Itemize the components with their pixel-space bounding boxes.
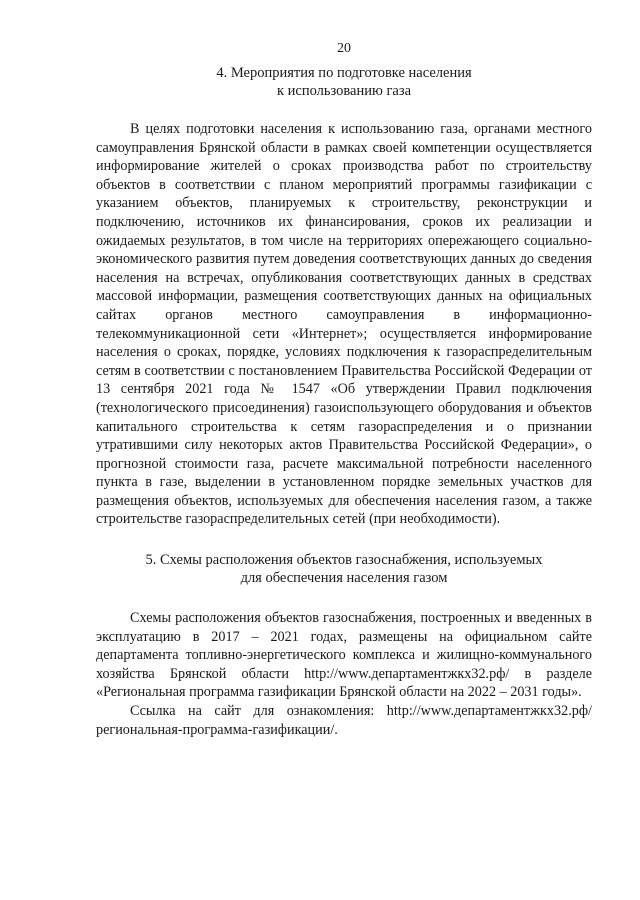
section-4-heading-line-2: к использованию газа — [276, 83, 412, 99]
section-5-heading-line-2: для обеспечения населения газом — [240, 570, 448, 587]
spacer — [96, 100, 592, 120]
page-number: 20 — [337, 41, 351, 56]
section-5-heading-line-1: 5. Схемы расположения объектов газоснабжения, используемых — [145, 552, 543, 569]
section-5-heading — [96, 551, 592, 587]
document-page — [96, 40, 592, 739]
spacer — [96, 587, 592, 609]
section-4-heading-line-1: 4. Мероприятия по подготовке населения — [216, 65, 472, 81]
section-4-heading — [96, 64, 592, 100]
section-5-paragraph-2: Ссылка на сайт для ознакомления: http://www.департаментжкх32.рф/региональная-программа-газификации/. — [96, 703, 592, 738]
section-4-paragraph: В целях подготовки населения к использованию газа, органами местного самоуправления Брянской области в рамках своей компетенции осуществляется информирование жителей о сроках производства работ по строительству объектов в соответствии с планом мероприятий программы газификации с указанием объектов, планируемых к строительству, реконструкции и подключению, источников их финансирования, сроков их реализации и ожидаемых результатов, в том числе на территориях опережающего социально-экономического развития путем доведения соответствующих данных до сведения населения на встречах, опубликования соответствующих данных в средствах массовой информации, размещения соответствующих данных на официальных сайтах органов местного самоуправления в информационно-телекоммуникационной сети «Интернет»; осуществляется информирование населения о сроках, порядке, условиях подключения к газораспределительным сетям в соответствии с постановлением Правительства Российской Федерации от 13 сентября 2021 года № 1547 «Об утверждении Правил подключения (технологического присоединения) газоиспользующего оборудования и объектов капитального строительства к сетям газораспределения и о признании утратившими силу некоторых актов Правительства Российской Федерации», о прогнозной стоимости газа, расчете максимальной потребности населенного пункта в газе, выделении в установленном порядке земельных участков для размещения объектов, используемых для обеспечения населения газом, а также строительстве газораспределительных сетей (при необходимости). — [96, 121, 592, 528]
spacer — [96, 529, 592, 551]
section-5-paragraph-1: Схемы расположения объектов газоснабжения, построенных и введенных в эксплуатацию в 2017 – 2021 годах, размещены на официальном сайте департамента топливно-энергетического комплекса и жилищно-коммунального хозяйства Брянской области http://www.департаментжкх32.рф/ в разделе «Региональная программа газификации Брянской области на 2022 – 2031 годы». — [96, 610, 592, 701]
